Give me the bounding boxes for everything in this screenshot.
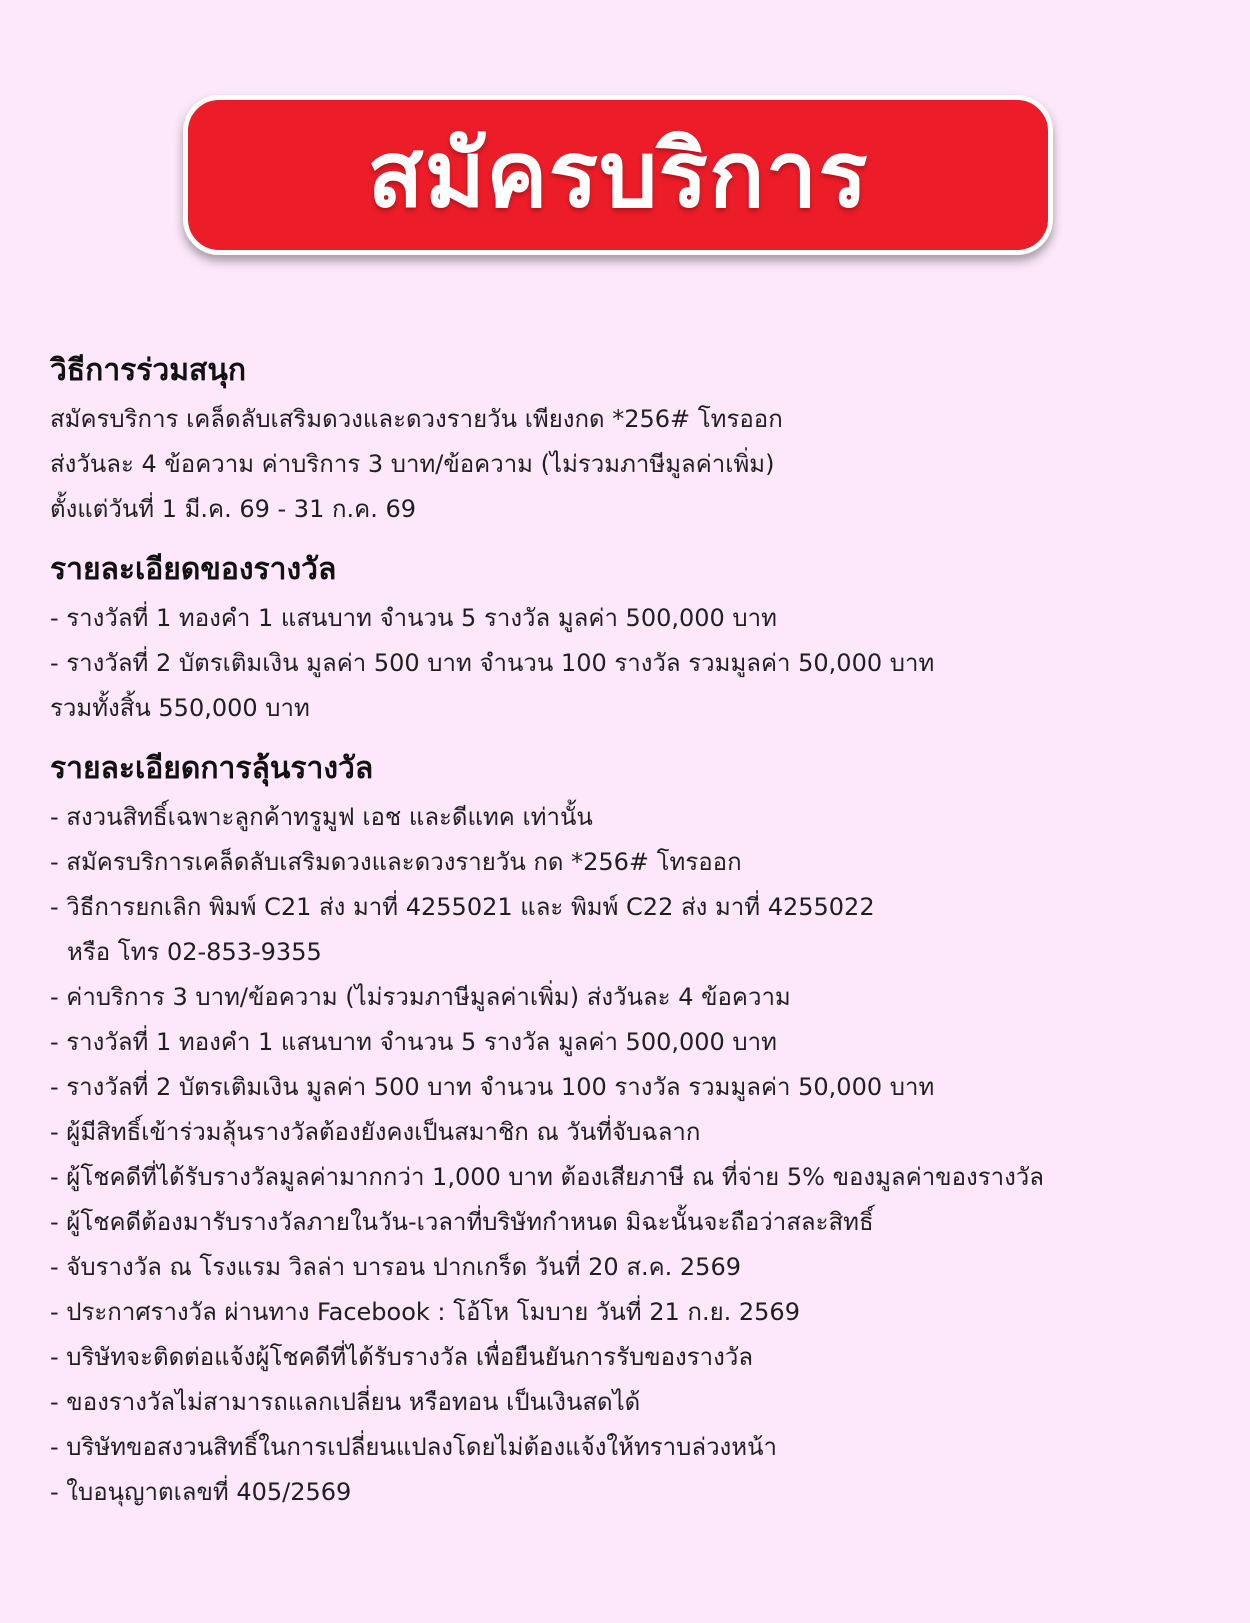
banner-title: สมัครบริการ <box>367 121 869 228</box>
text-line: - ผู้โชคดีต้องมารับรางวัลภายในวัน-เวลาที่บริษัทกำหนด มิฉะนั้นจะถือว่าสละสิทธิ์ <box>50 1208 874 1236</box>
text-line: - รางวัลที่ 2 บัตรเติมเงิน มูลค่า 500 บาท จำนวน 100 รางวัล รวมมูลค่า 50,000 บาท <box>50 649 935 677</box>
text-line: ส่งวันละ 4 ข้อความ ค่าบริการ 3 บาท/ข้อความ (ไม่รวมภาษีมูลค่าเพิ่ม) <box>50 450 775 478</box>
text-line: - ของรางวัลไม่สามารถแลกเปลี่ยน หรือทอน เป็นเงินสดได้ <box>50 1388 641 1416</box>
text-line: - สมัครบริการเคล็ดลับเสริมดวงและดวงรายวัน กด *256# โทรออก <box>50 848 742 876</box>
text-line: ตั้งแต่วันที่ 1 มี.ค. 69 - 31 ก.ค. 69 <box>50 495 416 523</box>
text-line: - รางวัลที่ 1 ทองคำ 1 แสนบาท จำนวน 5 รางวัล มูลค่า 500,000 บาท <box>50 1028 777 1056</box>
section-heading: วิธีการร่วมสนุก <box>50 353 246 388</box>
section-draw-details <box>50 743 1210 1515</box>
text-line: - บริษัทขอสงวนสิทธิ์ในการเปลี่ยนแปลงโดยไม่ต้องแจ้งให้ทราบล่วงหน้า <box>50 1433 777 1461</box>
section-heading: รายละเอียดการลุ้นรางวัล <box>50 751 374 786</box>
text-line: - วิธีการยกเลิก พิมพ์ C21 ส่ง มาที่ 4255021 และ พิมพ์ C22 ส่ง มาที่ 4255022 <box>50 893 875 921</box>
section-heading: รายละเอียดของรางวัล <box>50 552 337 587</box>
text-line: - ผู้มีสิทธิ์เข้าร่วมลุ้นรางวัลต้องยังคงเป็นสมาชิก ณ วันที่จับฉลาก <box>50 1118 701 1146</box>
text-line: - บริษัทจะติดต่อแจ้งผู้โชคดีที่ได้รับรางวัล เพื่อยืนยันการรับของรางวัล <box>50 1343 754 1371</box>
text-line: - ผู้โชคดีที่ได้รับรางวัลมูลค่ามากกว่า 1,000 บาท ต้องเสียภาษี ณ ที่จ่าย 5% ของมูลค่าของรางวัล <box>50 1163 1044 1191</box>
text-line: - รางวัลที่ 1 ทองคำ 1 แสนบาท จำนวน 5 รางวัล มูลค่า 500,000 บาท <box>50 604 777 632</box>
terms-content <box>50 345 1210 1527</box>
text-line: - รางวัลที่ 2 บัตรเติมเงิน มูลค่า 500 บาท จำนวน 100 รางวัล รวมมูลค่า 50,000 บาท <box>50 1073 935 1101</box>
text-line: - ค่าบริการ 3 บาท/ข้อความ (ไม่รวมภาษีมูลค่าเพิ่ม) ส่งวันละ 4 ข้อความ <box>50 983 791 1011</box>
text-line: - ประกาศรางวัล ผ่านทาง Facebook : โอ้โห โมบาย วันที่ 21 ก.ย. 2569 <box>50 1298 800 1326</box>
text-line: - สงวนสิทธิ์เฉพาะลูกค้าทรูมูฟ เอช และดีแทค เท่านั้น <box>50 803 593 831</box>
text-line: รวมทั้งสิ้น 550,000 บาท <box>50 694 310 722</box>
text-line: สมัครบริการ เคล็ดลับเสริมดวงและดวงรายวัน เพียงกด *256# โทรออก <box>50 405 783 433</box>
title-banner <box>183 95 1053 255</box>
text-line: - ใบอนุญาตเลขที่ 405/2569 <box>50 1478 352 1506</box>
text-line: - จับรางวัล ณ โรงแรม วิลล่า บารอน ปากเกร็ด วันที่ 20 ส.ค. 2569 <box>50 1253 741 1281</box>
section-prize-details <box>50 544 1210 731</box>
section-how-to-join <box>50 345 1210 532</box>
text-line: หรือ โทร 02-853-9355 <box>67 938 322 966</box>
